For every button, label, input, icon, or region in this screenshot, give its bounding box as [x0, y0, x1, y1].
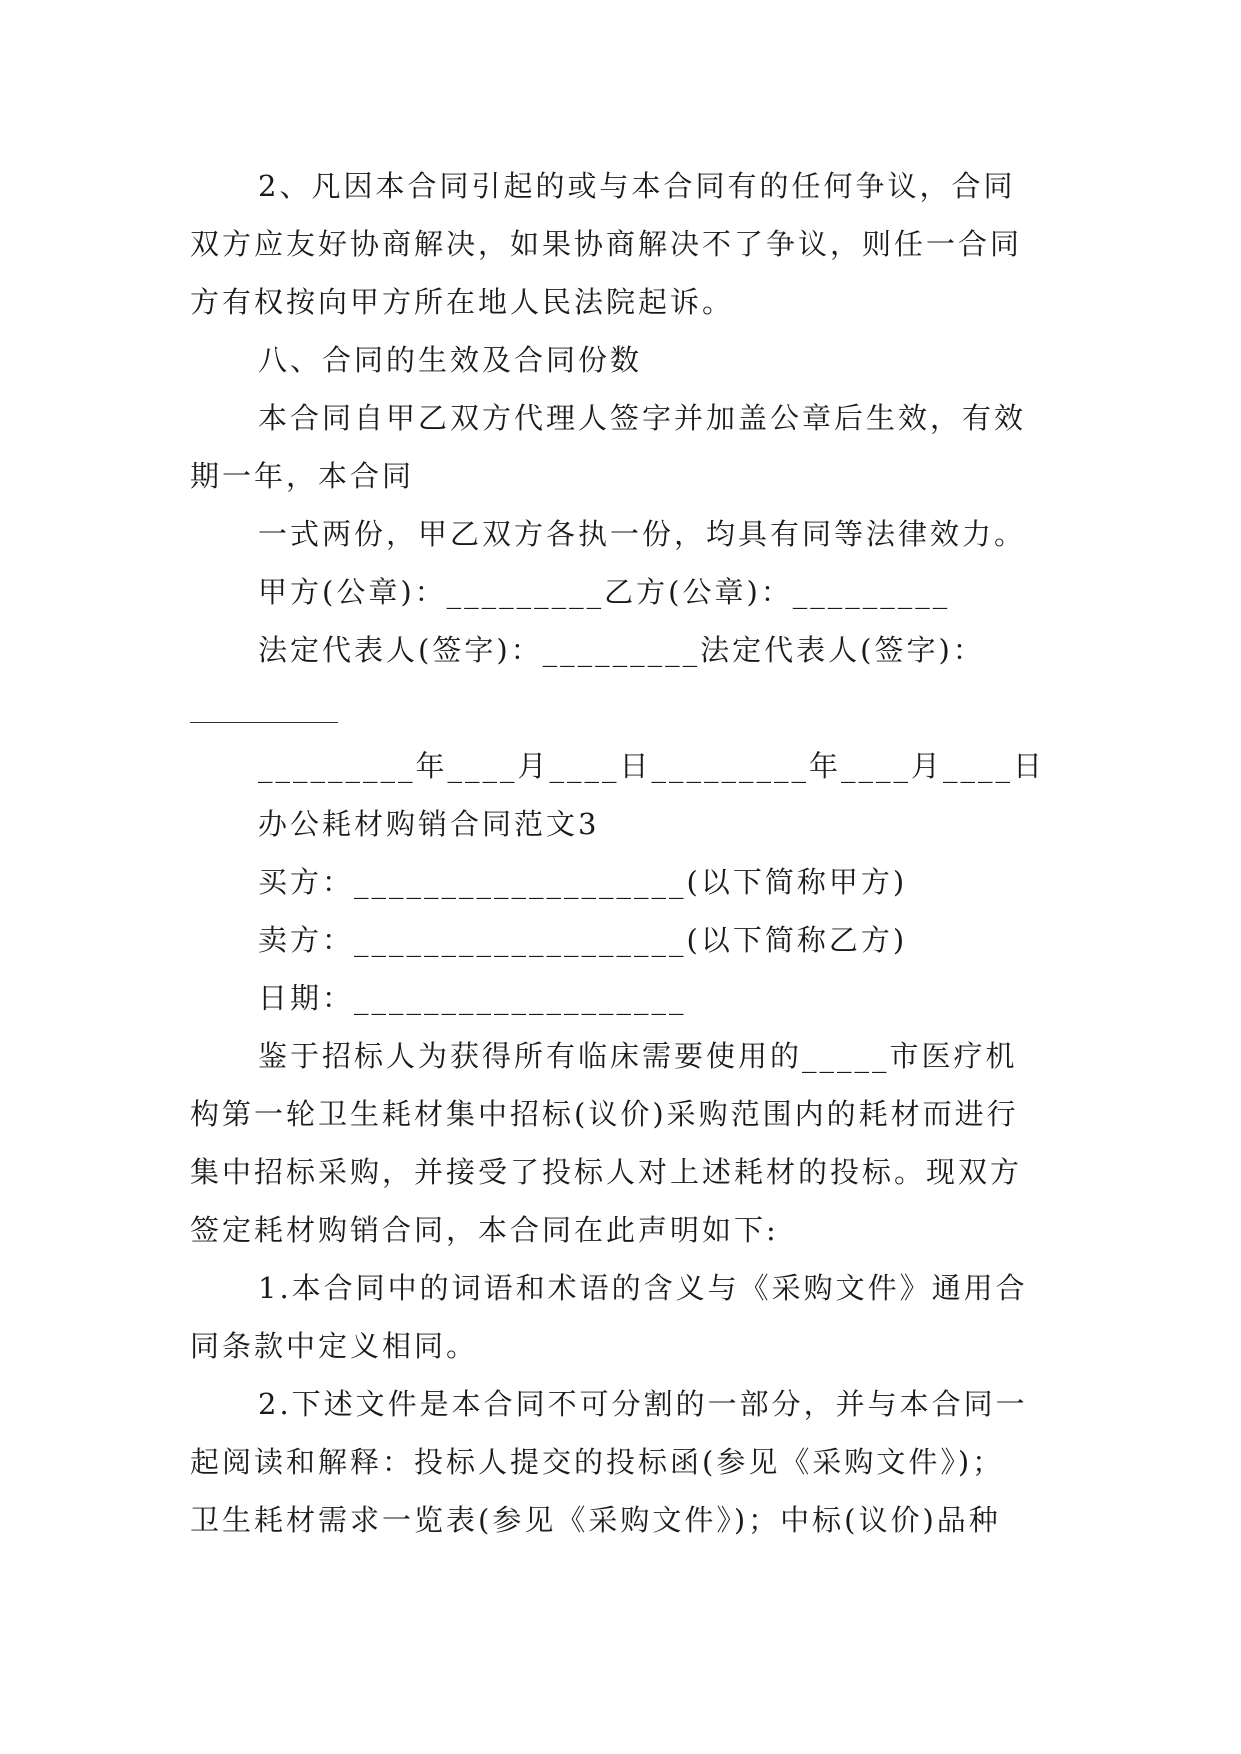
paragraph-line: 鉴于招标人为获得所有临床需要使用的_____市医疗机 — [258, 1039, 1018, 1073]
signature-line-party: 甲方(公章)：_________乙方(公章)：_________ — [258, 575, 951, 609]
date-field-line: 日期：___________________ — [258, 981, 687, 1015]
date-line: _________年____月____日_________年____月____日 — [258, 749, 1046, 783]
section-heading: 八、合同的生效及合同份数 — [258, 343, 643, 377]
paragraph-line: 集中招标采购，并接受了投标人对上述耗材的投标。现双方 — [190, 1155, 1023, 1189]
paragraph-line: 卫生耗材需求一览表(参见《采购文件》)；中标(议价)品种 — [190, 1503, 1001, 1537]
seller-line: 卖方：___________________(以下简称乙方) — [258, 923, 908, 957]
signature-blank-rule — [190, 722, 338, 723]
signature-line-representative: 法定代表人(签字)：_________法定代表人(签字)： — [258, 633, 985, 667]
paragraph-line: 一式两份，甲乙双方各执一份，均具有同等法律效力。 — [258, 517, 1027, 551]
paragraph-line: 起阅读和解释：投标人提交的投标函(参见《采购文件》)； — [190, 1445, 1005, 1479]
paragraph-line: 同条款中定义相同。 — [190, 1329, 479, 1363]
contract-title: 办公耗材购销合同范文3 — [258, 807, 600, 841]
paragraph-line: 1.本合同中的词语和术语的含义与《采购文件》通用合 — [258, 1271, 1028, 1305]
paragraph-line: 双方应友好协商解决，如果协商解决不了争议，则任一合同 — [190, 227, 1023, 261]
paragraph-line: 签定耗材购销合同，本合同在此声明如下: — [190, 1213, 779, 1247]
paragraph-line: 期一年，本合同 — [190, 459, 415, 493]
paragraph-line: 构第一轮卫生耗材集中招标(议价)采购范围内的耗材而进行 — [190, 1097, 1019, 1131]
paragraph-line: 本合同自甲乙双方代理人签字并加盖公章后生效，有效 — [258, 401, 1027, 435]
paragraph-line: 2、凡因本合同引起的或与本合同有的任何争议，合同 — [258, 169, 1016, 203]
buyer-line: 买方：___________________(以下简称甲方) — [258, 865, 908, 899]
paragraph-line: 方有权按向甲方所在地人民法院起诉。 — [190, 285, 735, 319]
paragraph-line: 2.下述文件是本合同不可分割的一部分，并与本合同一 — [258, 1387, 1028, 1421]
